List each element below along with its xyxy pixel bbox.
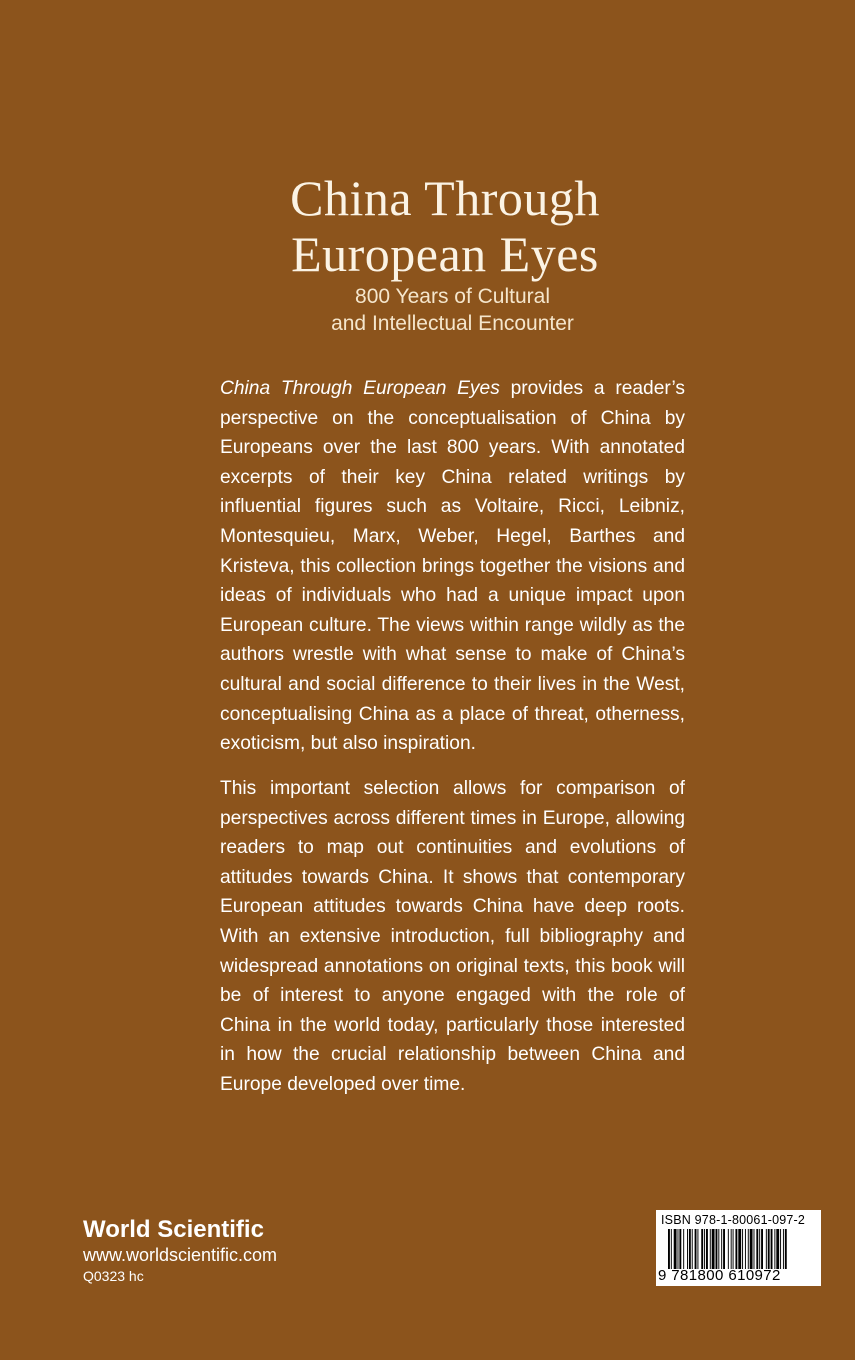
product-code: Q0323 hc [83, 1268, 144, 1284]
subtitle-line-2: and Intellectual Encounter [331, 312, 574, 335]
barcode-bar [750, 1229, 753, 1269]
barcode-image [668, 1229, 816, 1269]
barcode-bar [742, 1229, 743, 1269]
barcode-bar [754, 1229, 755, 1269]
barcode-bar [701, 1229, 703, 1269]
barcode-bar [704, 1229, 705, 1269]
ean-digits: 9 781800 610972 [658, 1267, 781, 1284]
publisher-name: World Scientific [83, 1216, 264, 1243]
description-paragraph-1-text: provides a reader’s perspective on the conceptualisation of China by Europeans over the last 800 years. With annotated excerpts of their key China related writings by influential figures such as Voltaire, Ricci, Leibniz, Montesquieu, Marx, Weber, Hegel, Barthes and Kristeva, this collection brings together the visions and ideas of individuals who had a unique impact upon European culture. The views within range wildly as the authors wrestle with what sense to make of China’s cultural and social difference to their lives in the West, conceptualising China as a place of threat, otherness, exoticism, but also inspiration. [220, 378, 685, 755]
barcode-bar [780, 1229, 781, 1269]
barcode-bar [735, 1229, 737, 1269]
barcode-bar [745, 1229, 746, 1269]
barcode-bar [689, 1229, 691, 1269]
isbn-label: ISBN 978-1-80061-097-2 [661, 1213, 806, 1227]
book-title [0, 170, 855, 282]
barcode-bar [723, 1229, 725, 1269]
barcode-bar [710, 1229, 711, 1269]
barcode-bar [766, 1229, 767, 1269]
barcode-bar [776, 1229, 779, 1269]
barcode-bar [731, 1229, 732, 1269]
barcode-panel [656, 1210, 821, 1286]
book-subtitle [0, 283, 855, 337]
barcode-bar [738, 1229, 741, 1269]
description-title-italic: China Through European Eyes [220, 378, 500, 399]
barcode-bar [671, 1229, 672, 1269]
subtitle-line-1: 800 Years of Cultural [355, 285, 550, 308]
barcode-bar [692, 1229, 693, 1269]
barcode-bar [712, 1229, 715, 1269]
barcode-bar [668, 1229, 670, 1269]
barcode-bar [759, 1229, 760, 1269]
barcode-bar [687, 1229, 688, 1269]
barcode-bar [678, 1229, 679, 1269]
barcode-bar [718, 1229, 719, 1269]
barcode-bar [706, 1229, 708, 1269]
barcode-bar [721, 1229, 722, 1269]
barcode-bar [679, 1229, 681, 1269]
barcode-bar [783, 1229, 784, 1269]
publisher-block [83, 1216, 277, 1286]
publisher-url: www.worldscientific.com [83, 1245, 278, 1265]
title-line-1: China Through [290, 170, 600, 226]
barcode-bar [733, 1229, 734, 1269]
barcode-bar [785, 1229, 787, 1269]
barcode-bar [768, 1229, 770, 1269]
barcode-bar [697, 1229, 698, 1269]
description-paragraph-2: This important selection allows for comparison of perspectives across different times in Europe, allowing readers to map out continuities and evolutions of attitudes towards China. It shows that contemporary European attitudes towards China have deep roots. With an extensive introduction, full bibliography and widespread annotations on original texts, this book will be of interest to anyone engaged with the role of China in the world today, particularly those interested in how the crucial relationship between China and Europe developed over time. [220, 778, 685, 1095]
barcode-bar [774, 1229, 775, 1269]
barcode-bar [674, 1229, 677, 1269]
description-paragraph-1 [220, 374, 685, 759]
title-line-2: European Eyes [291, 226, 599, 282]
barcode-bar [728, 1229, 729, 1269]
barcode-bar [748, 1229, 749, 1269]
barcode-bar [695, 1229, 697, 1269]
barcode-bar [761, 1229, 763, 1269]
barcode-bar [771, 1229, 773, 1269]
barcode-bar [716, 1229, 718, 1269]
barcode-bar [683, 1229, 684, 1269]
barcode-bar [756, 1229, 758, 1269]
